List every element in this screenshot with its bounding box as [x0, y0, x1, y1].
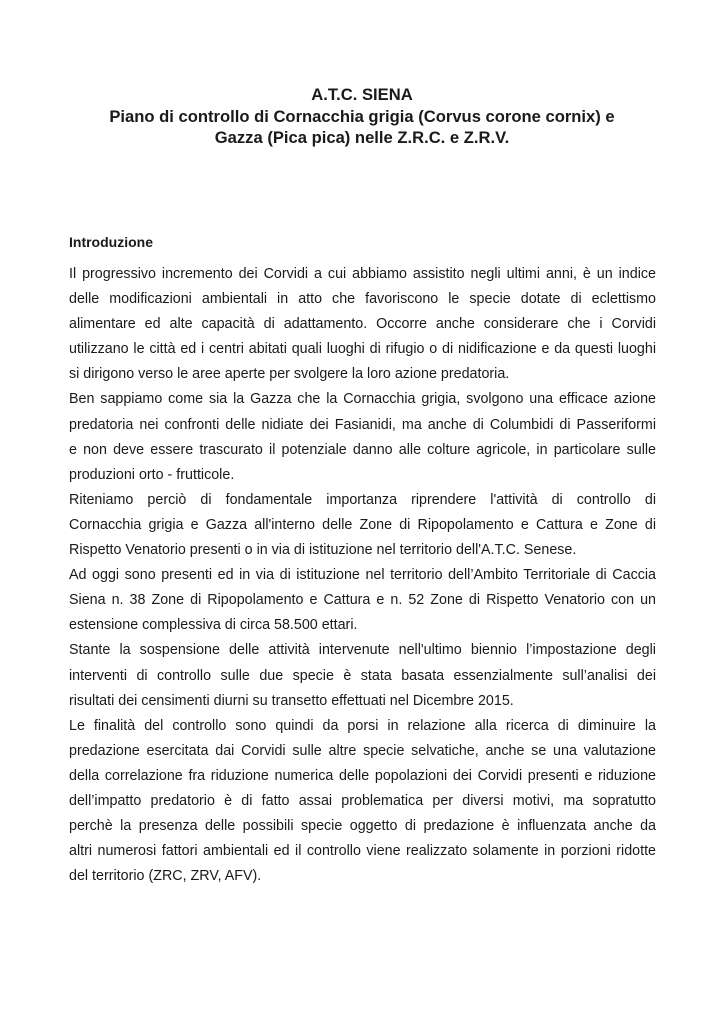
body-line: Stante la sospensione delle attività intervenute nell'ultimo biennio l’impostazione degli — [69, 642, 656, 659]
document-title — [60, 84, 664, 149]
body-line: predatoria nei confronti delle nidiate dei Fasianidi, ma anche di Columbidi di Passeriformi — [69, 416, 656, 433]
body-line: perchè la presenza delle possibili specie oggetto di predazione è influenzata anche da — [69, 818, 656, 835]
body-line: risultati dei censimenti diurni su transetto effettuati nel Dicembre 2015. — [69, 692, 514, 709]
section-heading: Introduzione — [69, 234, 153, 250]
body-line: Le finalità del controllo sono quindi da porsi in relazione alla ricerca di diminuire la — [69, 717, 656, 734]
body-line: Siena n. 38 Zone di Ripopolamento e Cattura e n. 52 Zone di Rispetto Venatorio con un — [69, 592, 656, 609]
body-line: della correlazione fra riduzione numerica delle popolazioni dei Corvidi presenti e riduzione — [69, 767, 656, 784]
body-line: delle modificazioni ambientali in atto che favoriscono le specie dotate di eclettismo — [69, 291, 656, 308]
body-line: predazione esercitata dai Corvidi sulle altre specie selvatiche, anche se una valutazione — [69, 742, 656, 759]
body-line: Rispetto Venatorio presenti o in via di istituzione nel territorio dell'A.T.C. Senese. — [69, 542, 577, 559]
title-line-3: Gazza (Pica pica) nelle Z.R.C. e Z.R.V. — [214, 128, 510, 147]
body-line: produzioni orto - frutticole. — [69, 466, 235, 483]
body-line: estensione complessiva di circa 58.500 ettari. — [69, 617, 358, 634]
title-line-1: A.T.C. SIENA — [311, 85, 413, 104]
body-line: Ben sappiamo come sia la Gazza che la Cornacchia grigia, svolgono una efficace azione — [69, 391, 656, 408]
body-text — [69, 262, 656, 889]
body-line: del territorio (ZRC, ZRV, AFV). — [69, 868, 262, 885]
body-line: alimentare ed alte capacità di adattamento. Occorre anche considerare che i Corvidi — [69, 316, 656, 333]
body-line: Il progressivo incremento dei Corvidi a cui abbiamo assistito negli ultimi anni, è un indice — [69, 266, 656, 282]
body-line: Riteniamo perciò di fondamentale importanza riprendere l'attività di controllo di — [69, 491, 656, 508]
body-line: e non deve essere trascurato il potenziale danno alle colture agricole, in particolare sulle — [69, 441, 656, 458]
body-line: dell’impatto predatorio è di fatto assai problematica per diversi motivi, ma sopratutto — [69, 792, 656, 809]
body-line: altri numerosi fattori ambientali ed il controllo viene realizzato solamente in porzioni ridotte — [69, 843, 656, 860]
body-line: interventi di controllo sulle due specie è stata basata essenzialmente sull’analisi dei — [69, 667, 656, 684]
body-line: si dirigono verso le aree aperte per svolgere la loro azione predatoria. — [69, 366, 510, 383]
body-line: utilizzano le città ed i centri abitati quali luoghi di rifugio o di nidificazione e da questi luoghi — [69, 341, 656, 358]
body-line: Cornacchia grigia e Gazza all'interno delle Zone di Ripopolamento e Cattura e Zone di — [69, 516, 656, 533]
title-line-2: Piano di controllo di Cornacchia grigia (Corvus corone cornix) e — [109, 106, 615, 126]
body-line: Ad oggi sono presenti ed in via di istituzione nel territorio dell’Ambito Territoriale di Caccia — [69, 567, 656, 584]
